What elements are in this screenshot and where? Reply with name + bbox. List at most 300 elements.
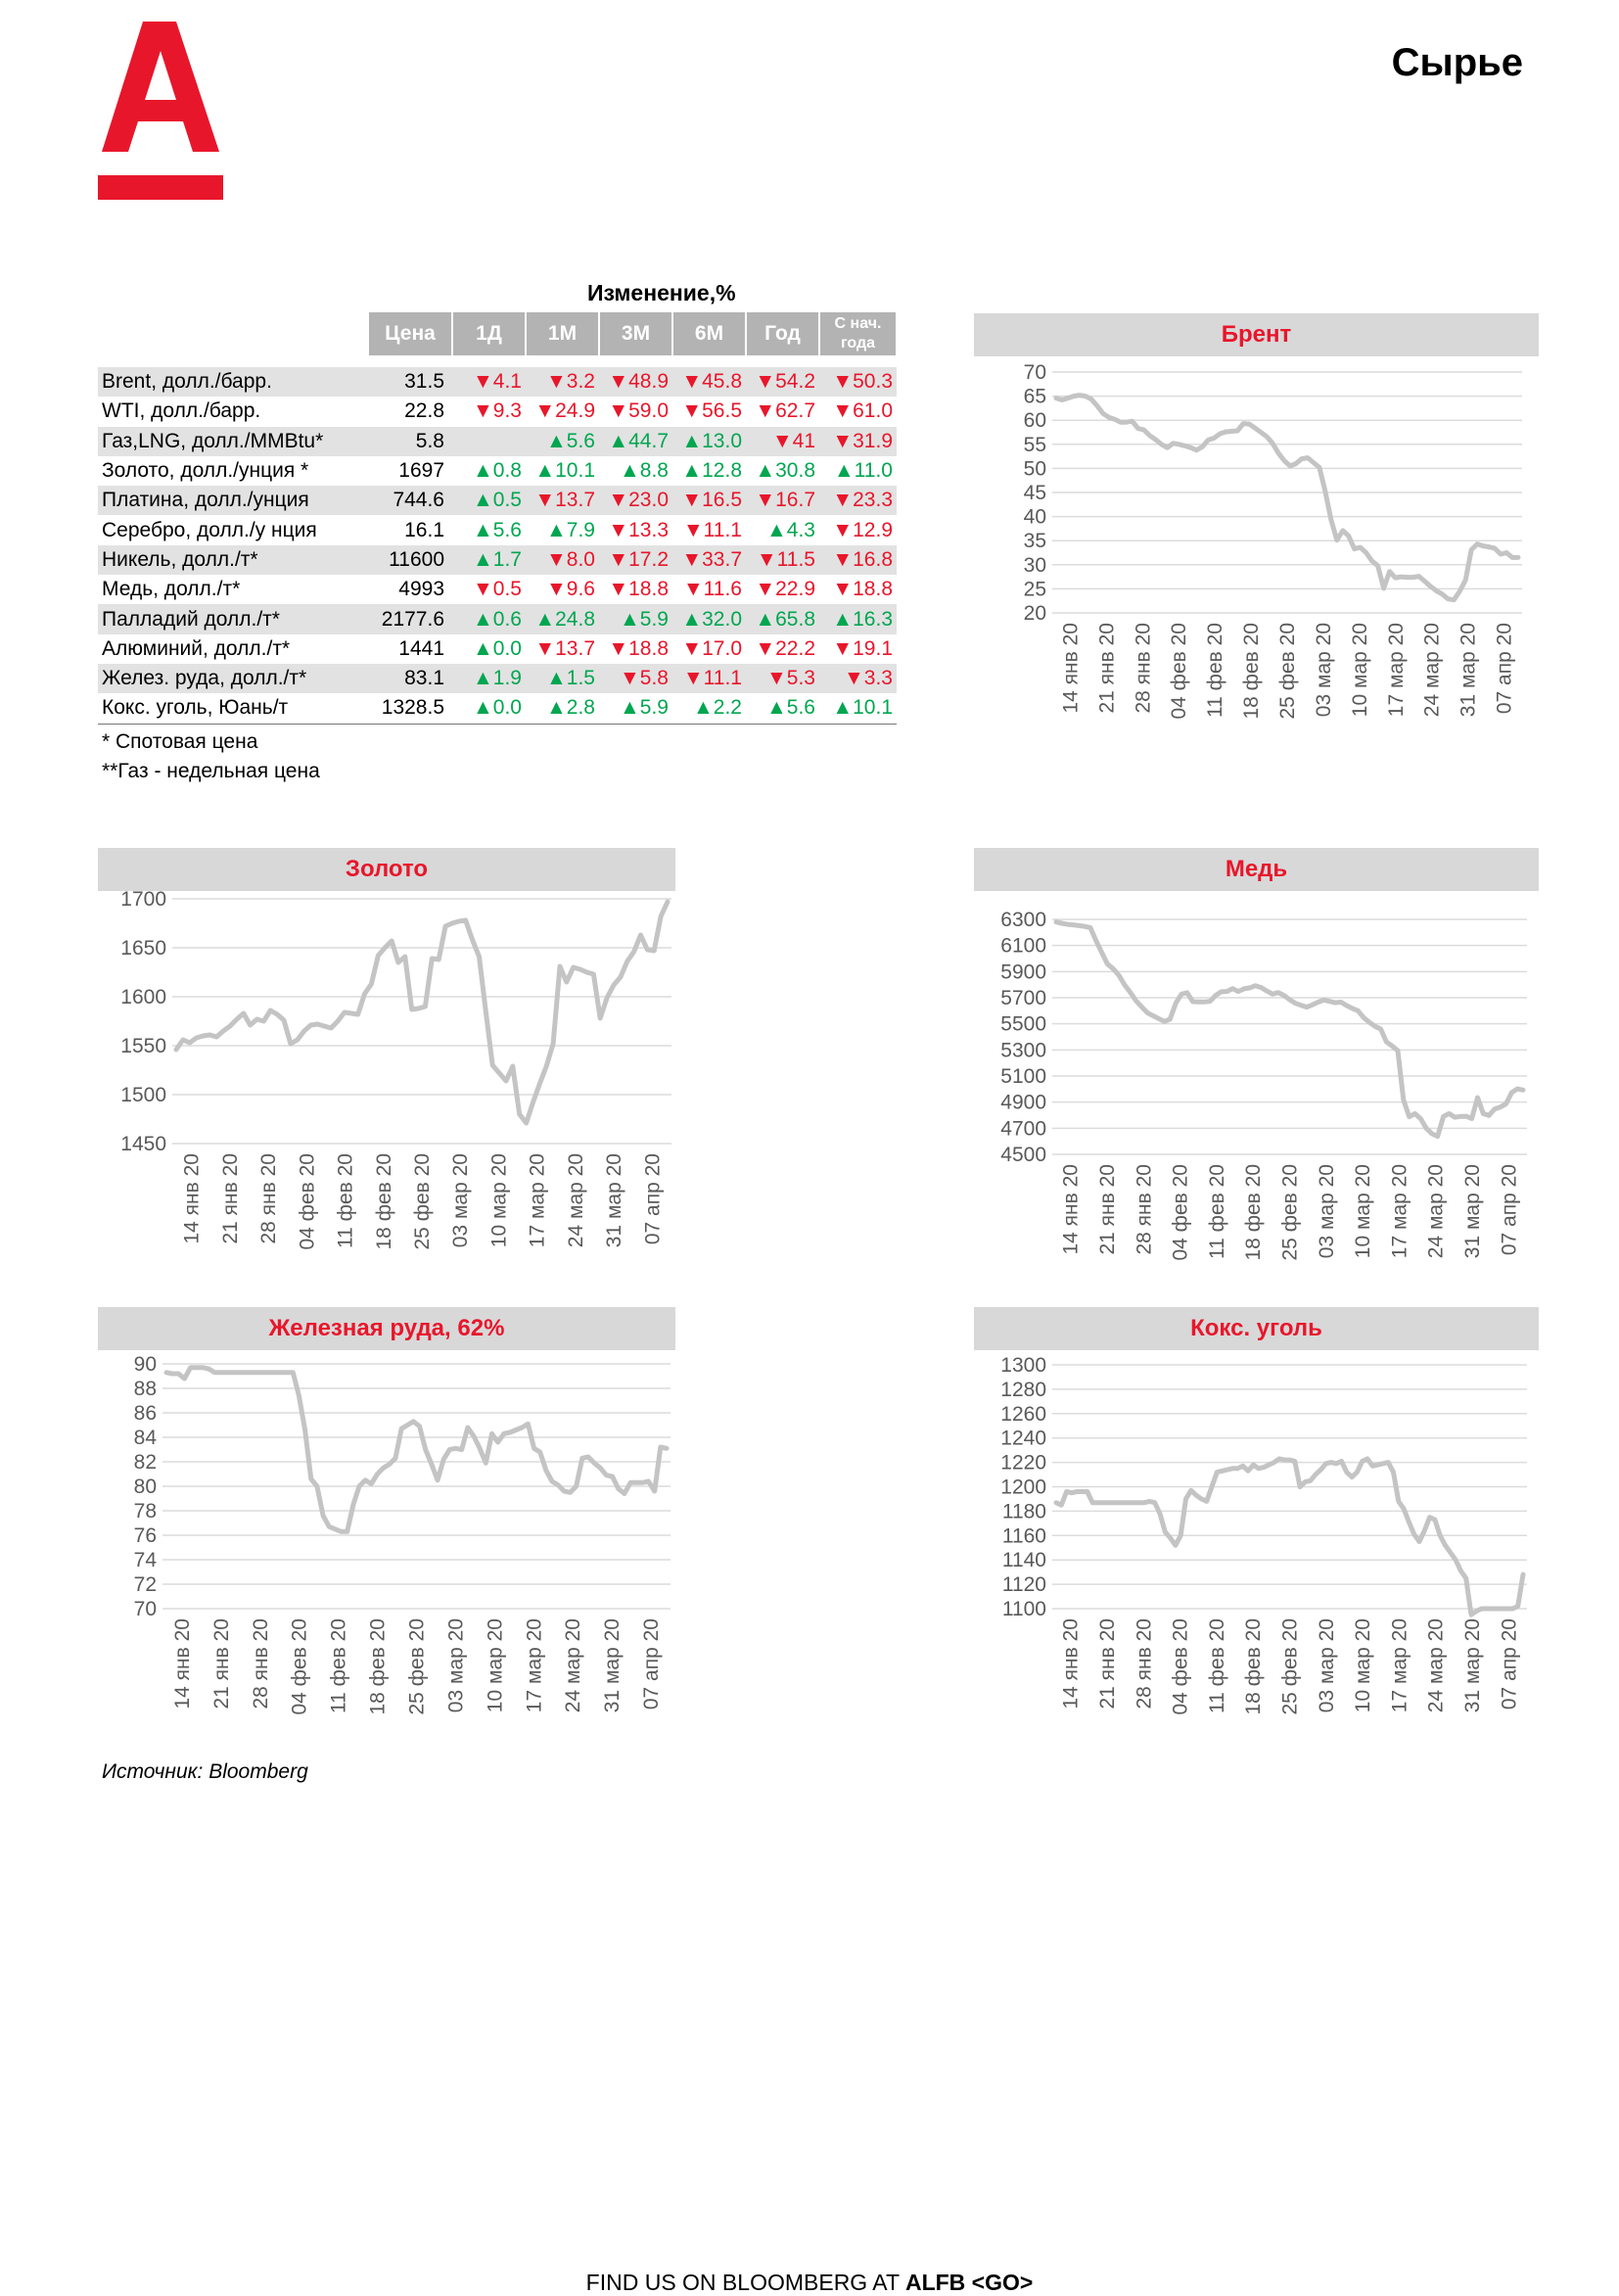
y-tick-label: 1220: [1000, 1451, 1046, 1475]
change-value: 59.0: [628, 399, 669, 423]
y-tick-label: 78: [133, 1500, 157, 1523]
change-value: 8.0: [566, 547, 595, 571]
arrow-up-icon: ▲: [473, 696, 493, 720]
y-tick-label: 90: [133, 1353, 157, 1376]
change-cell: [819, 427, 897, 456]
table-row: [98, 575, 897, 604]
x-tick-label: 10 мар 20: [487, 1153, 511, 1248]
commodity-price: 22.8: [404, 399, 444, 423]
change-cell: [452, 427, 526, 456]
arrow-up-icon: ▲: [755, 607, 776, 631]
change-value: 3.3: [863, 667, 893, 690]
chart-title: Медь: [974, 848, 1539, 891]
y-tick-label: 70: [1023, 361, 1046, 384]
x-tick-label: 31 мар 20: [603, 1153, 626, 1248]
change-value: 5.3: [786, 667, 815, 690]
quotes-body: [98, 367, 897, 724]
change-cell: [746, 397, 819, 426]
x-tick-label: 24 мар 20: [1424, 1618, 1448, 1713]
source-note: Источник: Bloomberg: [102, 1760, 308, 1783]
y-tick-label: 1160: [1001, 1524, 1046, 1548]
arrow-down-icon: ▼: [832, 429, 854, 452]
commodity-name: Brent, долл./барр.: [98, 367, 368, 397]
coking-coal-chart: [974, 1307, 1539, 1738]
change-value: 50.3: [853, 370, 893, 394]
change-value: 2.2: [713, 696, 742, 720]
iron-ore-chart: [98, 1307, 675, 1738]
arrow-down-icon: ▼: [534, 399, 556, 423]
arrow-up-icon: ▲: [473, 518, 493, 541]
change-value: 18.8: [628, 578, 669, 601]
y-tick-label: 20: [1023, 602, 1046, 625]
x-tick-label: 03 мар 20: [444, 1618, 468, 1713]
x-tick-label: 28 янв 20: [1133, 1618, 1156, 1710]
arrow-up-icon: ▲: [608, 429, 629, 452]
change-cell: [672, 693, 746, 724]
footer: [0, 2270, 1619, 2296]
change-cell: [526, 397, 599, 426]
arrow-up-icon: ▲: [546, 667, 567, 690]
x-tick-label: 07 апр 20: [1498, 1164, 1521, 1256]
y-tick-label: 40: [1023, 505, 1046, 529]
x-tick-label: 18 фев 20: [1240, 623, 1264, 720]
y-tick-label: 1120: [1001, 1573, 1046, 1597]
change-cell: [452, 634, 526, 664]
table-row: [98, 515, 897, 544]
y-tick-label: 1280: [1000, 1378, 1046, 1401]
y-tick-label: 5700: [1000, 987, 1046, 1009]
y-tick-label: 5100: [1000, 1065, 1046, 1088]
change-cell: [819, 456, 897, 486]
arrow-down-icon: ▼: [473, 370, 493, 394]
series-line: [176, 902, 668, 1123]
y-tick-label: 5900: [1000, 961, 1046, 984]
change-cell: [746, 634, 819, 664]
y-tick-label: 84: [133, 1427, 157, 1449]
change-value: 31.9: [853, 429, 893, 452]
arrow-down-icon: ▼: [681, 399, 703, 423]
chart-title: Золото: [98, 848, 675, 891]
x-tick-label: 25 фев 20: [411, 1153, 434, 1250]
note-gas-weekly: **Газ - недельная цена: [102, 760, 320, 782]
x-tick-label: 18 фев 20: [1242, 1164, 1266, 1261]
arrow-down-icon: ▼: [620, 667, 640, 690]
table-row: [98, 397, 897, 426]
commodity-price: 1328.5: [368, 693, 452, 724]
change-value: 4.3: [786, 518, 815, 541]
change-value: 23.3: [853, 489, 893, 512]
change-cell: [599, 397, 672, 426]
change-value: 11.6: [703, 578, 742, 601]
commodity-name: Кокс. уголь, Юань/т: [98, 693, 368, 724]
x-tick-label: 14 янв 20: [1059, 1618, 1083, 1710]
x-tick-label: 25 фев 20: [1276, 623, 1299, 720]
arrow-up-icon: ▲: [546, 518, 567, 541]
change-value: 11.0: [854, 459, 893, 483]
x-tick-label: 14 янв 20: [1059, 623, 1083, 714]
logo-underline: [98, 175, 223, 200]
series-line: [1056, 396, 1518, 600]
arrow-down-icon: ▼: [755, 399, 776, 423]
arrow-down-icon: ▼: [755, 370, 776, 394]
arrow-down-icon: ▼: [681, 370, 703, 394]
x-tick-label: 11 фев 20: [1204, 623, 1227, 718]
arrow-down-icon: ▼: [608, 399, 629, 423]
y-tick-label: 4500: [1000, 1144, 1046, 1166]
change-cell: [599, 367, 672, 397]
header-1m: 1М: [526, 312, 599, 355]
arrow-up-icon: ▲: [766, 518, 787, 541]
y-tick-label: 1100: [1001, 1598, 1046, 1620]
change-cell: [452, 664, 526, 693]
quotes-table: [98, 312, 898, 725]
change-cell: [672, 664, 746, 693]
change-cell: [452, 515, 526, 544]
y-tick-label: 30: [1023, 553, 1046, 577]
x-tick-label: 28 янв 20: [1132, 623, 1155, 714]
coking-coal-chart-svg: [974, 1307, 1539, 1738]
y-tick-label: 1200: [1000, 1476, 1046, 1499]
y-tick-label: 1600: [120, 986, 166, 1008]
arrow-up-icon: ▲: [473, 636, 493, 660]
change-value: 10.1: [555, 459, 595, 483]
change-value: 0.0: [492, 636, 522, 660]
change-cell: [599, 664, 672, 693]
chart-title: Кокс. уголь: [974, 1307, 1539, 1350]
arrow-up-icon: ▲: [766, 696, 787, 720]
change-cell: [819, 634, 897, 664]
change-value: 0.0: [492, 696, 522, 720]
change-value: 5.9: [639, 607, 669, 631]
arrow-down-icon: ▼: [546, 370, 567, 394]
change-cell: [452, 604, 526, 633]
x-tick-label: 21 янв 20: [1095, 1618, 1119, 1710]
change-value: 9.6: [566, 578, 595, 601]
change-cell: [672, 456, 746, 486]
change-value: 12.9: [853, 518, 893, 541]
arrow-down-icon: ▼: [682, 667, 704, 690]
arrow-down-icon: ▼: [608, 518, 629, 541]
commodity-name: WTI, долл./барр.: [102, 399, 261, 423]
x-tick-label: 21 янв 20: [1095, 623, 1119, 714]
change-value: 22.2: [775, 636, 815, 660]
x-tick-label: 17 мар 20: [523, 1618, 546, 1713]
x-tick-label: 24 мар 20: [564, 1153, 587, 1248]
arrow-down-icon: ▼: [608, 370, 629, 394]
x-tick-label: 11 фев 20: [334, 1153, 357, 1248]
y-tick-label: 5500: [1000, 1012, 1046, 1036]
arrow-up-icon: ▲: [473, 459, 493, 483]
y-tick-label: 74: [133, 1549, 157, 1571]
change-cell: [526, 545, 599, 575]
quotes-table-container: [98, 312, 897, 725]
x-tick-label: 31 мар 20: [1461, 1618, 1485, 1713]
commodity-name: Палладий долл./т*: [98, 604, 368, 633]
change-cell: [526, 634, 599, 664]
y-tick-label: 6300: [1000, 909, 1046, 931]
commodity-price: 16.1: [404, 518, 444, 541]
arrow-down-icon: ▼: [546, 578, 567, 601]
change-value: 19.1: [853, 636, 893, 660]
change-cell: [452, 456, 526, 486]
gold-chart-svg: [98, 848, 675, 1279]
change-cell: [672, 486, 746, 515]
arrow-up-icon: ▲: [833, 459, 855, 483]
change-value: 2.8: [566, 696, 595, 720]
change-value: 22.9: [775, 578, 815, 601]
change-cell: [526, 693, 599, 724]
gold-chart: [98, 848, 675, 1279]
change-cell: [672, 634, 746, 664]
x-tick-label: 17 мар 20: [526, 1153, 549, 1248]
commodity-price: 4993: [398, 578, 444, 601]
change-value: 9.3: [492, 399, 522, 423]
x-tick-label: 07 апр 20: [1493, 623, 1516, 715]
x-tick-label: 28 янв 20: [1133, 1164, 1156, 1255]
change-value: 13.7: [555, 636, 595, 660]
table-header-row: [98, 312, 897, 355]
y-tick-label: 60: [1023, 409, 1046, 433]
y-tick-label: 72: [133, 1573, 157, 1596]
arrow-down-icon: ▼: [546, 547, 567, 571]
y-tick-label: 5300: [1000, 1039, 1046, 1062]
change-cell: [526, 575, 599, 604]
change-value: 5.8: [639, 667, 669, 690]
arrow-down-icon: ▼: [832, 399, 854, 423]
header-3m: 3М: [599, 312, 672, 355]
commodity-price: 11600: [368, 545, 452, 575]
arrow-up-icon: ▲: [473, 547, 493, 571]
change-cell: [526, 367, 599, 397]
y-tick-label: 1240: [1000, 1427, 1046, 1450]
change-cell: [819, 604, 897, 633]
change-cell: [746, 367, 819, 397]
x-tick-label: 21 янв 20: [209, 1618, 233, 1710]
change-value: 23.0: [628, 489, 669, 512]
change-value: 16.5: [702, 489, 742, 512]
commodity-price: 31.5: [368, 367, 452, 397]
change-cell: [746, 545, 819, 575]
commodity-price: 1441: [398, 636, 444, 660]
arrow-up-icon: ▲: [473, 489, 493, 512]
change-cell: [746, 456, 819, 486]
commodity-price: 1697: [398, 459, 444, 483]
table-row: [98, 427, 897, 456]
arrow-down-icon: ▼: [608, 547, 629, 571]
arrow-up-icon: ▲: [620, 459, 640, 483]
change-value: 24.9: [555, 399, 595, 423]
change-value: 10.1: [853, 696, 893, 720]
x-tick-label: 17 мар 20: [1384, 623, 1408, 718]
x-tick-label: 25 фев 20: [1278, 1618, 1302, 1715]
arrow-down-icon: ▼: [832, 636, 854, 660]
logo-letter-a: [102, 22, 219, 152]
arrow-up-icon: ▲: [546, 429, 567, 452]
change-cell: [819, 693, 897, 724]
arrow-down-icon: ▼: [771, 429, 793, 452]
table-row: [98, 634, 897, 664]
change-cell: [526, 664, 599, 693]
arrow-up-icon: ▲: [534, 459, 556, 483]
change-cell: [526, 604, 599, 633]
change-cell: [819, 664, 897, 693]
brent-chart: [974, 313, 1539, 744]
change-cell: [746, 515, 819, 544]
x-tick-label: 18 фев 20: [1242, 1618, 1266, 1715]
change-cell: [819, 575, 897, 604]
series-line: [166, 1368, 667, 1532]
arrow-down-icon: ▼: [608, 578, 629, 601]
arrow-down-icon: ▼: [756, 547, 777, 571]
x-tick-label: 10 мар 20: [1352, 1164, 1375, 1259]
arrow-down-icon: ▼: [832, 547, 854, 571]
arrow-down-icon: ▼: [608, 489, 629, 512]
arrow-up-icon: ▲: [755, 459, 776, 483]
arrow-up-icon: ▲: [473, 607, 493, 631]
change-cell: [672, 515, 746, 544]
arrow-up-icon: ▲: [620, 607, 640, 631]
series-line: [1056, 922, 1523, 1137]
x-tick-label: 17 мар 20: [1388, 1618, 1411, 1713]
x-tick-label: 04 фев 20: [296, 1153, 319, 1250]
x-tick-label: 18 фев 20: [366, 1618, 390, 1715]
y-tick-label: 76: [133, 1524, 157, 1547]
x-tick-label: 10 мар 20: [1352, 1618, 1375, 1713]
y-tick-label: 45: [1023, 482, 1046, 504]
change-value: 8.8: [639, 459, 669, 483]
change-value: 0.6: [492, 607, 522, 631]
change-cell: [452, 575, 526, 604]
change-value: 16.8: [853, 547, 893, 571]
commodity-price: 2177.6: [368, 604, 452, 633]
iron-ore-chart-svg: [98, 1307, 675, 1738]
commodity-price: 5.8: [368, 427, 452, 456]
header-year: Год: [746, 312, 819, 355]
y-tick-label: 25: [1023, 578, 1046, 601]
y-tick-label: 65: [1023, 385, 1046, 408]
commodity-name: Золото, долл./унция *: [102, 459, 309, 483]
x-tick-label: 28 янв 20: [257, 1153, 281, 1244]
footer-code: ALFB <GO>: [904, 2270, 1034, 2295]
change-value: 13.7: [555, 489, 595, 512]
change-cell: [526, 486, 599, 515]
x-tick-label: 24 мар 20: [1424, 1164, 1448, 1259]
y-tick-label: 4900: [1000, 1091, 1046, 1114]
change-value: 13.3: [628, 518, 669, 541]
y-tick-label: 82: [133, 1451, 157, 1474]
change-value: 16.7: [775, 489, 815, 512]
change-value: 16.3: [853, 607, 893, 631]
y-tick-label: 88: [133, 1378, 157, 1400]
copper-chart-svg: [974, 848, 1539, 1279]
arrow-up-icon: ▲: [681, 459, 703, 483]
x-tick-label: 24 мар 20: [562, 1618, 585, 1713]
x-tick-label: 25 фев 20: [405, 1618, 429, 1715]
change-value: 5.6: [786, 696, 815, 720]
change-cell: [452, 545, 526, 575]
y-tick-label: 1180: [1001, 1500, 1046, 1523]
arrow-down-icon: ▼: [534, 636, 556, 660]
change-cell: [746, 693, 819, 724]
change-cell: [819, 545, 897, 575]
change-cell: [746, 575, 819, 604]
x-tick-label: 21 янв 20: [1095, 1164, 1119, 1255]
change-value: 1.5: [566, 667, 595, 690]
change-cell: [452, 397, 526, 426]
change-cell: [819, 397, 897, 426]
x-tick-label: 24 мар 20: [1420, 623, 1444, 718]
change-cell: [819, 367, 897, 397]
header-blank: [98, 312, 368, 355]
arrow-down-icon: ▼: [755, 578, 776, 601]
change-value: 4.1: [492, 370, 522, 394]
x-tick-label: 31 мар 20: [1457, 623, 1480, 718]
x-tick-label: 03 мар 20: [449, 1153, 473, 1248]
y-tick-label: 4700: [1000, 1117, 1046, 1141]
x-tick-label: 07 апр 20: [641, 1153, 665, 1245]
y-tick-label: 1650: [120, 937, 166, 960]
y-tick-label: 35: [1023, 530, 1046, 553]
x-tick-label: 25 фев 20: [1278, 1164, 1302, 1261]
table-row: [98, 456, 897, 486]
y-tick-label: 80: [133, 1476, 157, 1498]
x-tick-label: 14 янв 20: [180, 1153, 204, 1244]
arrow-up-icon: ▲: [693, 696, 714, 720]
arrow-down-icon: ▼: [766, 667, 787, 690]
arrow-down-icon: ▼: [473, 399, 493, 423]
arrow-up-icon: ▲: [832, 607, 854, 631]
change-value: 17.0: [702, 636, 742, 660]
change-cell: [599, 545, 672, 575]
change-cell: [746, 664, 819, 693]
header-1d: 1Д: [452, 312, 526, 355]
change-value: 48.9: [628, 370, 669, 394]
change-cell: [599, 515, 672, 544]
change-value: 17.2: [628, 547, 669, 571]
x-tick-label: 03 мар 20: [1315, 1618, 1338, 1713]
x-tick-label: 18 фев 20: [372, 1153, 395, 1250]
x-tick-label: 31 мар 20: [1461, 1164, 1485, 1259]
change-cell: [599, 486, 672, 515]
y-tick-label: 70: [133, 1598, 157, 1620]
change-value: 13.0: [702, 429, 742, 452]
commodity-name: Серебро, долл./у нция: [102, 518, 317, 541]
change-cell: [746, 486, 819, 515]
brent-chart-svg: [974, 313, 1539, 744]
change-value: 12.8: [702, 459, 742, 483]
change-value: 5.6: [492, 518, 522, 541]
change-cell: [746, 427, 819, 456]
y-tick-label: 86: [133, 1402, 157, 1425]
change-value: 7.9: [566, 518, 595, 541]
change-value: 18.8: [628, 636, 669, 660]
arrow-up-icon: ▲: [620, 696, 640, 720]
x-tick-label: 11 фев 20: [1205, 1618, 1228, 1713]
change-cell: [526, 456, 599, 486]
arrow-down-icon: ▼: [755, 636, 776, 660]
y-tick-label: 50: [1023, 457, 1046, 481]
change-value: 1.7: [492, 547, 522, 571]
change-value: 5.9: [639, 696, 669, 720]
x-tick-label: 10 мар 20: [1348, 623, 1371, 718]
series-line: [1056, 1459, 1523, 1615]
header-price: Цена: [368, 312, 452, 355]
change-cell: [746, 604, 819, 633]
arrow-down-icon: ▼: [681, 489, 703, 512]
change-cell: [599, 693, 672, 724]
change-value: 11.5: [776, 547, 815, 571]
change-value: 11.1: [703, 518, 742, 541]
